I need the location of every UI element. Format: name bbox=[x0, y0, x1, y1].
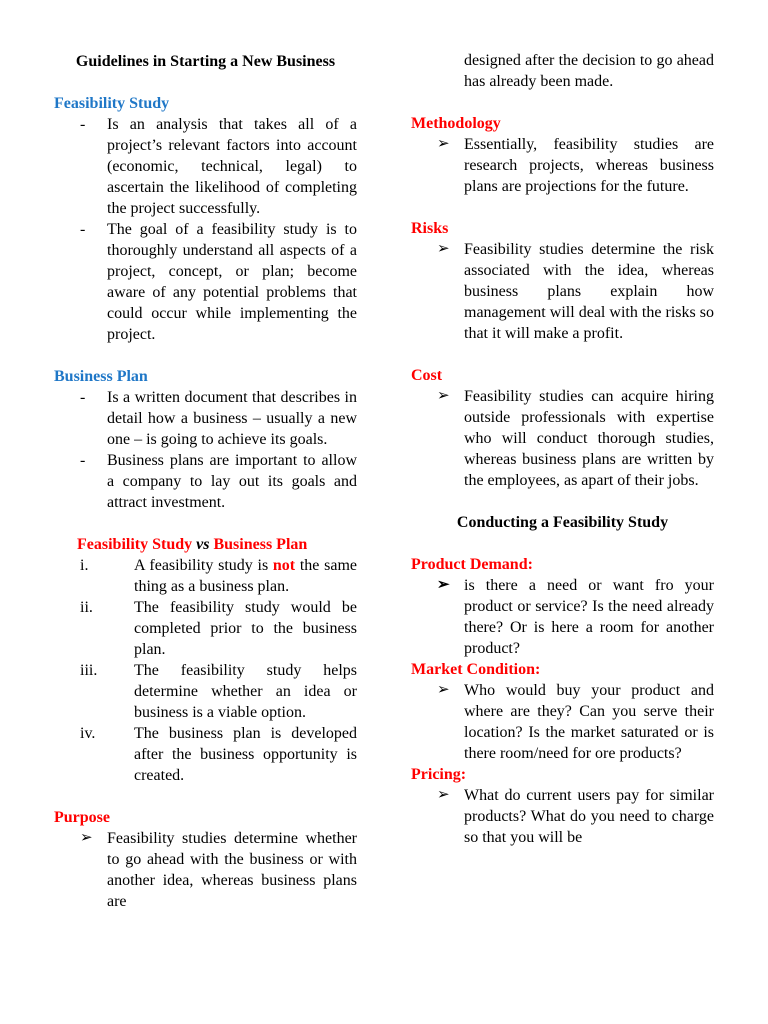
arrow-bullet-icon: ➢ bbox=[437, 577, 450, 593]
arrow-bullet-icon: ➢ bbox=[80, 830, 93, 846]
arrow-bullet-icon: ➢ bbox=[437, 787, 450, 803]
market-condition-heading: Market Condition: bbox=[411, 661, 541, 678]
list-item: ➢ Essentially, feasibility studies are research projects, whereas business plans are projections for the future. bbox=[437, 136, 714, 195]
purpose-heading: Purpose bbox=[54, 809, 110, 826]
product-demand-list bbox=[411, 575, 714, 659]
arrow-bullet-icon: ➢ bbox=[437, 388, 450, 404]
emphasis-not: not bbox=[272, 557, 296, 574]
arrow-bullet-icon: ➢ bbox=[437, 136, 450, 152]
list-item: iv. The business plan is developed after the business opportunity is created. bbox=[80, 725, 357, 784]
list-item: ➢ Feasibility studies determine the risk associated with the idea, whereas business plans explain how management will deal with the risks so that it will make a profit. bbox=[437, 241, 714, 342]
list-item: ➢ What do current users pay for similar products? What do you need to charge so that you will be bbox=[437, 787, 714, 846]
list-item: ➢ Who would buy your product and where are they? Can you serve their location? Is the market saturated or is there room/need for ore products? bbox=[437, 682, 714, 762]
cost-heading: Cost bbox=[411, 367, 443, 384]
business-plan-heading: Business Plan bbox=[54, 368, 148, 385]
left-column bbox=[54, 50, 357, 912]
pricing-heading: Pricing: bbox=[411, 766, 467, 783]
cost-list bbox=[411, 386, 714, 491]
right-column bbox=[411, 50, 714, 848]
list-item: ii. The feasibility study would be completed prior to the business plan. bbox=[80, 599, 357, 658]
comparison-heading: Feasibility Study vs Business Plan bbox=[77, 536, 308, 553]
dash-bullet: - bbox=[80, 452, 86, 469]
list-item: - Is a written document that describes in detail how a business – usually a new one – is going to achieve its goals. bbox=[80, 389, 357, 448]
product-demand-heading: Product Demand: bbox=[411, 556, 533, 573]
comparison-list bbox=[54, 555, 357, 786]
methodology-heading: Methodology bbox=[411, 115, 501, 132]
arrow-bullet-icon: ➢ bbox=[437, 682, 450, 698]
feasibility-study-heading: Feasibility Study bbox=[54, 95, 170, 112]
dash-bullet: - bbox=[80, 389, 86, 406]
feasibility-study-list bbox=[54, 114, 357, 345]
list-item: - The goal of a feasibility study is to thoroughly understand all aspects of a project, concept, or plan; become aware of any potential problems that could occur while implementing the project. bbox=[80, 221, 357, 343]
roman-numeral: ii. bbox=[80, 599, 93, 616]
document-title: Guidelines in Starting a New Business bbox=[75, 53, 336, 70]
risks-heading: Risks bbox=[411, 220, 449, 237]
dash-bullet: - bbox=[80, 221, 86, 238]
conducting-title: Conducting a Feasibility Study bbox=[456, 514, 669, 531]
list-item: ➢ Feasibility studies can acquire hiring outside professionals with expertise who will conduct thorough studies, whereas business plans are written by the employees, as apart of their jobs. bbox=[437, 388, 714, 489]
list-item: i. A feasibility study is not the same thing as a business plan. bbox=[80, 557, 358, 595]
purpose-list bbox=[54, 828, 357, 912]
list-item: - Business plans are important to allow a company to lay out its goals and attract investment. bbox=[80, 452, 357, 511]
market-condition-list bbox=[411, 680, 714, 764]
roman-numeral: iii. bbox=[80, 662, 98, 679]
list-item: - Is an analysis that takes all of a project’s relevant factors into account (economic, technical, legal) to ascertain the likelihood of completing the project successfully. bbox=[80, 116, 357, 217]
list-item: iii. The feasibility study helps determine whether an idea or business is a viable option. bbox=[80, 662, 357, 721]
business-plan-list bbox=[54, 387, 357, 513]
dash-bullet: - bbox=[80, 116, 86, 133]
pricing-list bbox=[411, 785, 714, 848]
risks-list bbox=[411, 239, 714, 344]
list-item: ➢ is there a need or want fro your product or service? Is the need already there? Or is here a room for another product? bbox=[437, 577, 714, 657]
purpose-continuation: designed after the decision to go ahead has already been made. bbox=[464, 52, 714, 90]
roman-numeral: i. bbox=[80, 557, 89, 574]
methodology-list bbox=[411, 134, 714, 197]
list-item: ➢ Feasibility studies determine whether to go ahead with the business or with another idea, whereas business plans are bbox=[80, 830, 357, 910]
arrow-bullet-icon: ➢ bbox=[437, 241, 450, 257]
roman-numeral: iv. bbox=[80, 725, 96, 742]
